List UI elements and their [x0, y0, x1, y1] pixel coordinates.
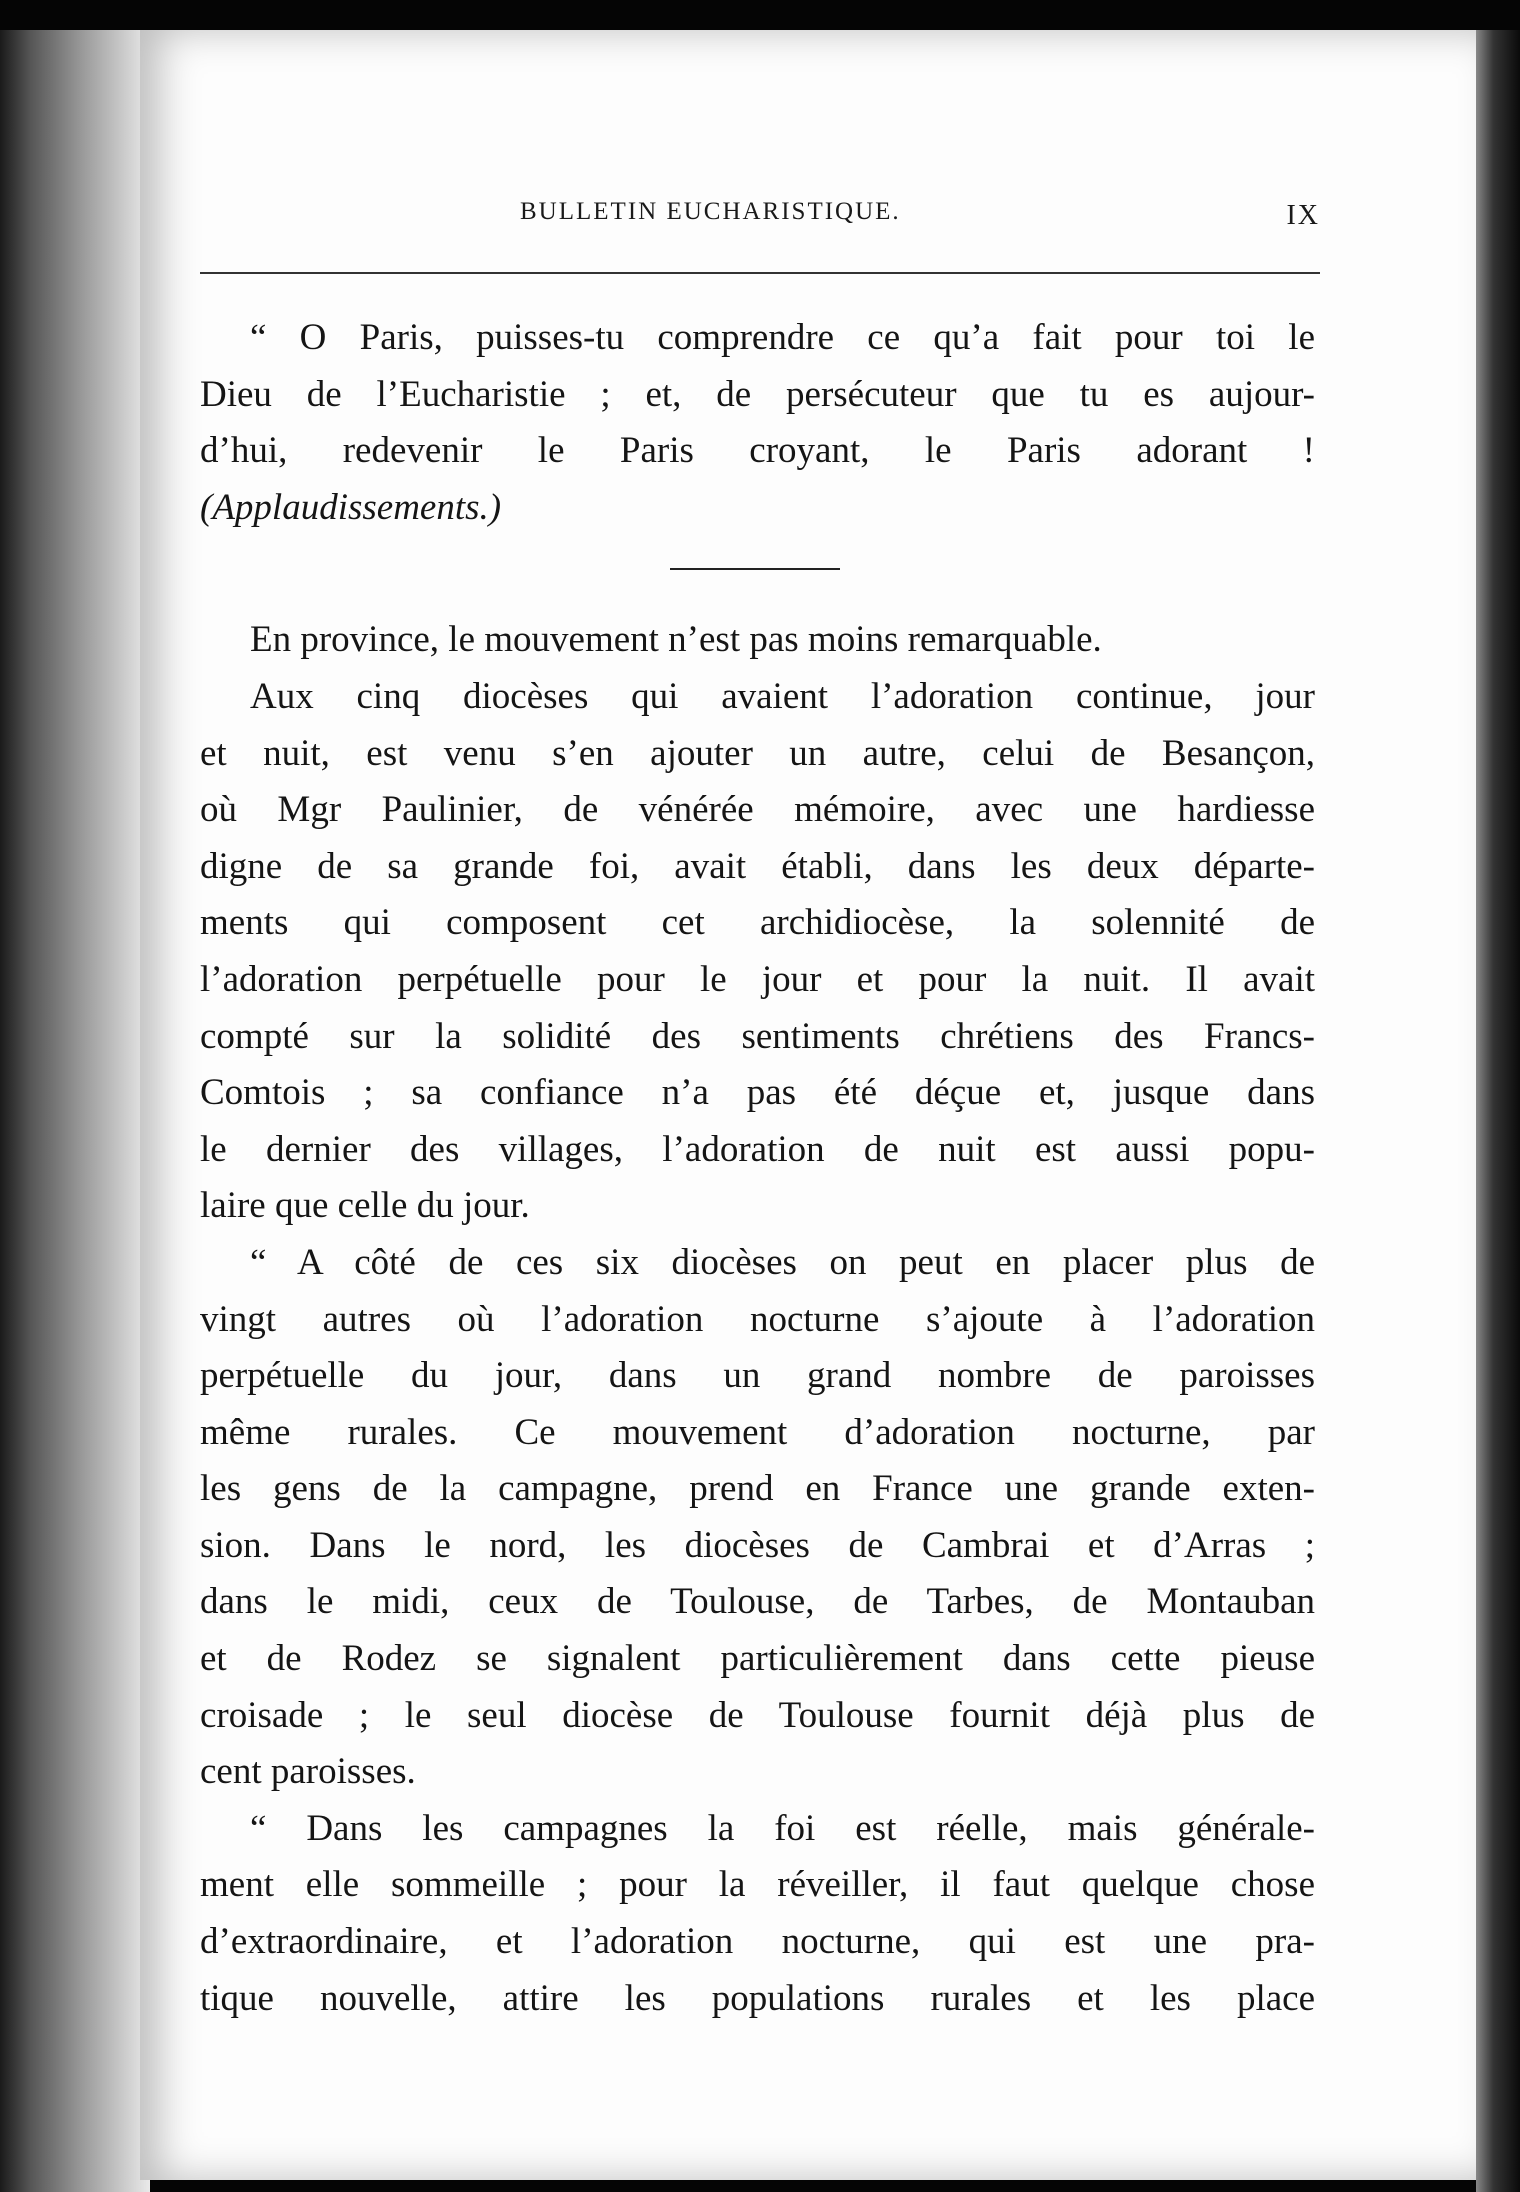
text-line: où Mgr Paulinier, de vénérée mémoire, avec une hardiesse: [200, 789, 1315, 831]
text-line: dans le midi, ceux de Toulouse, de Tarbes, de Montauban: [200, 1581, 1315, 1623]
text-line: ments qui composent cet archidiocèse, la solennité de: [200, 902, 1315, 944]
text-line: Dieu de l’Eucharistie ; et, de persécuteur que tu es aujour-: [200, 373, 1315, 415]
text-line: cent paroisses.: [200, 1751, 416, 1793]
page-number: IX: [1286, 200, 1320, 231]
section-separator-rule: [670, 568, 840, 570]
text-line: compté sur la solidité des sentiments chrétiens des Francs-: [200, 1015, 1315, 1057]
text-line: “ Dans les campagnes la foi est réelle, mais générale-: [250, 1807, 1315, 1849]
text-line: l’adoration perpétuelle pour le jour et pour la nuit. Il avait: [200, 958, 1315, 1000]
text-line: vingt autres où l’adoration nocturne s’ajoute à l’adoration: [200, 1298, 1315, 1340]
text-line: ment elle sommeille ; pour la réveiller, il faut quelque chose: [200, 1864, 1315, 1906]
text-line: sion. Dans le nord, les diocèses de Cambrai et d’Arras ;: [200, 1524, 1315, 1566]
text-line: et nuit, est venu s’en ajouter un autre, celui de Besançon,: [200, 732, 1315, 774]
text-line: les gens de la campagne, prend en France une grande exten-: [200, 1468, 1315, 1510]
text-line: le dernier des villages, l’adoration de nuit est aussi popu-: [200, 1128, 1315, 1170]
text-line: En province, le mouvement n’est pas moins remarquable.: [250, 619, 1102, 661]
running-title: BULLETIN EUCHARISTIQUE.: [520, 198, 901, 225]
paragraph-six-dioceses: [200, 1235, 1315, 1801]
text-line: “ O Paris, puisses-tu comprendre ce qu’a fait pour toi le: [250, 317, 1315, 358]
body-text: [200, 310, 1315, 2027]
text-line: croisade ; le seul diocèse de Toulouse fournit déjà plus de: [200, 1694, 1315, 1736]
page-edge-shadow: [1476, 30, 1520, 2192]
paragraph-paris: [200, 310, 1315, 536]
text-line: Comtois ; sa confiance n’a pas été déçue et, jusque dans: [200, 1072, 1315, 1114]
text-line: même rurales. Ce mouvement d’adoration nocturne, par: [200, 1411, 1315, 1453]
paragraph-dioceses: [200, 669, 1315, 1235]
text-line: et de Rodez se signalent particulièrement dans cette pieuse: [200, 1638, 1315, 1680]
text-line: d’extraordinaire, et l’adoration nocturne, qui est une pra-: [200, 1921, 1315, 1963]
text-line-applause: (Applaudissements.): [200, 486, 502, 528]
book-spine-shadow: [0, 30, 150, 2192]
text-line: tique nouvelle, attire les populations rurales et les place: [200, 1977, 1315, 2019]
paragraph-campagnes: [200, 1801, 1315, 2027]
text-line: d’hui, redevenir le Paris croyant, le Paris adorant !: [200, 430, 1315, 472]
running-head: [380, 198, 1320, 248]
text-line: digne de sa grande foi, avait établi, dans les deux départe-: [200, 845, 1315, 887]
text-line: laire que celle du jour.: [200, 1185, 530, 1227]
paragraph-province: [200, 612, 1315, 669]
header-rule: [200, 272, 1320, 274]
text-line: perpétuelle du jour, dans un grand nombre de paroisses: [200, 1355, 1315, 1397]
text-line: “ A côté de ces six diocèses on peut en placer plus de: [250, 1241, 1315, 1283]
text-line: Aux cinq diocèses qui avaient l’adoration continue, jour: [250, 675, 1315, 717]
